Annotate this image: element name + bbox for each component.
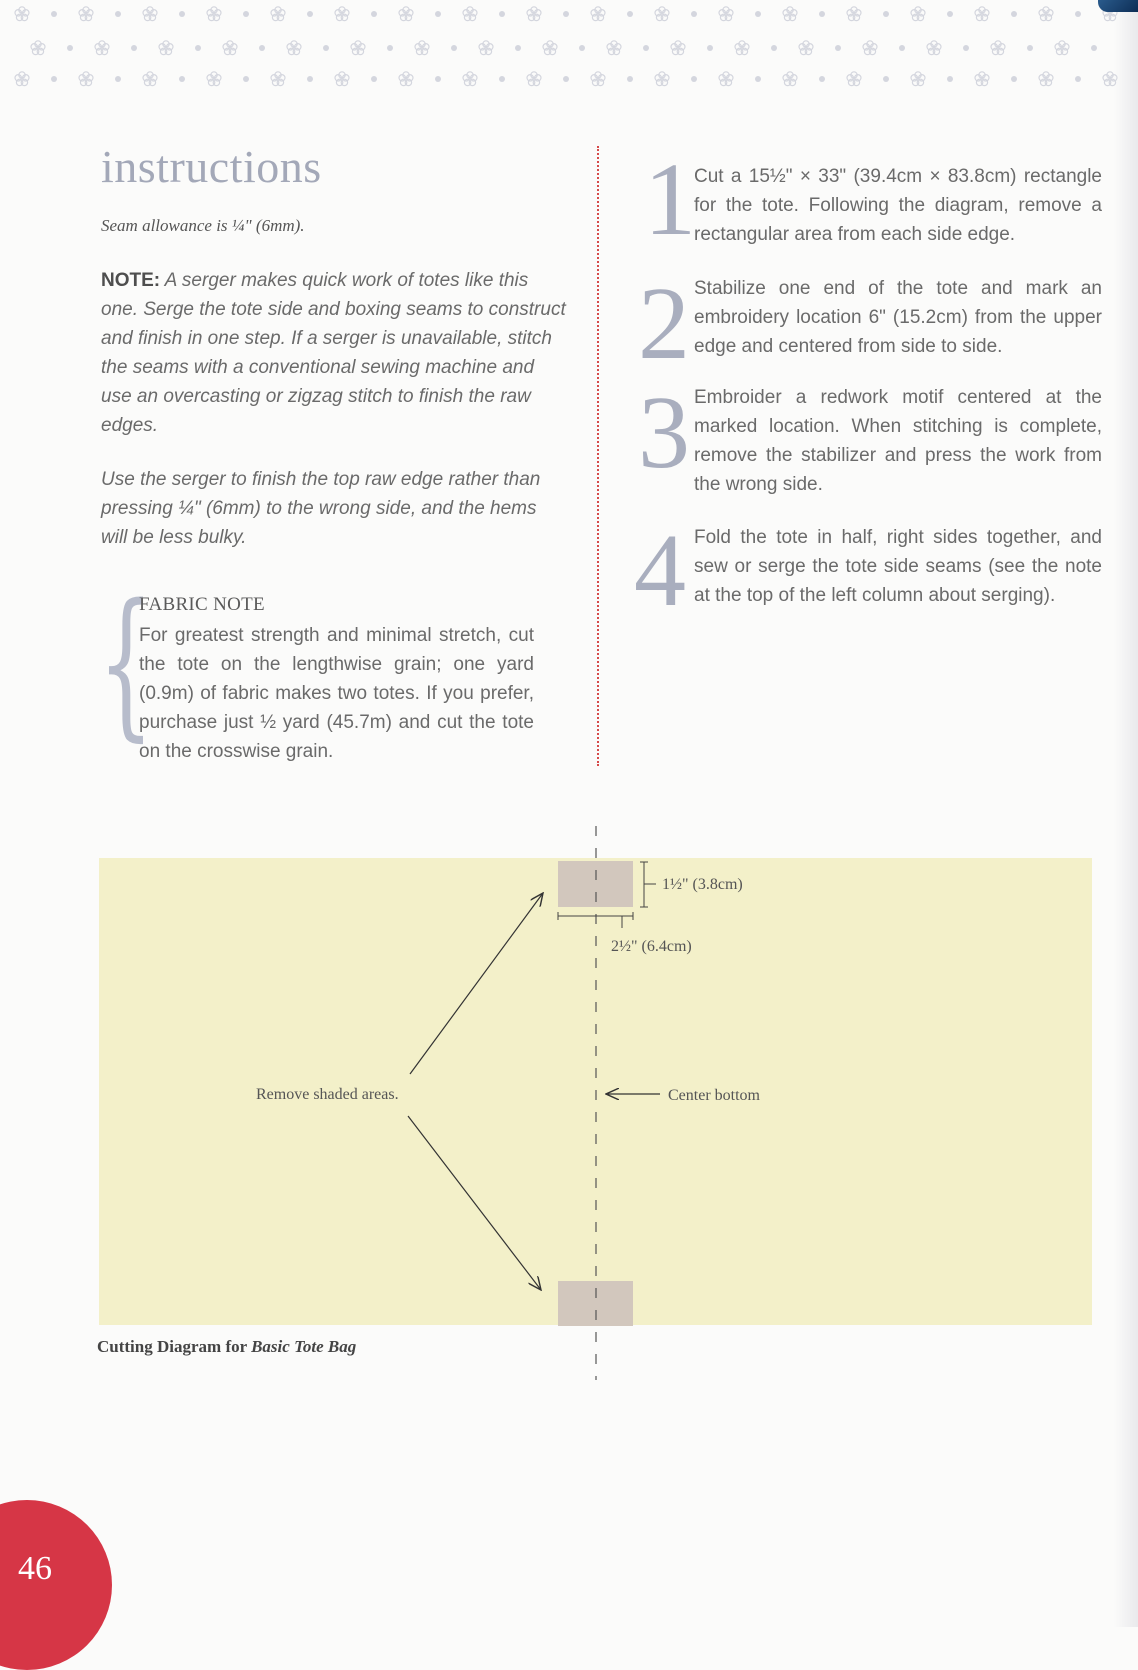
column-divider	[597, 146, 599, 766]
page-title: instructions	[101, 141, 322, 192]
page-edge-shadow	[1114, 0, 1138, 1627]
width-label: 2½" (6.4cm)	[611, 938, 692, 955]
note-label: NOTE:	[101, 270, 161, 291]
fabric-note-title: FABRIC NOTE	[139, 594, 265, 615]
note-text: A serger makes quick work of totes like this one. Serge the tote side and boxing seams to construct and finish in one step. If a serger is unavailable, stitch the seams with a conventional sewing machine and use an overcasting or zigzag stitch to finish the raw edges.	[101, 270, 566, 436]
step-number: 1	[644, 142, 696, 257]
step-text: Embroider a redwork motif centered at the marked location. When stitching is complete, remove the stabilizer and press the work from the wrong side.	[694, 387, 1102, 495]
flower-pattern-header	[0, 0, 1120, 100]
caption-title: Basic Tote Bag	[251, 1337, 357, 1356]
caption-prefix: Cutting Diagram for	[97, 1337, 252, 1356]
brace-icon: {	[98, 569, 154, 756]
height-label: 1½" (3.8cm)	[662, 876, 743, 893]
step-number: 4	[634, 513, 686, 628]
page-number-badge	[0, 1500, 112, 1670]
serger-tip: Use the serger to finish the top raw edge rather than pressing ¼" (6mm) to the wrong side, and the hems will be less bulky.	[101, 469, 541, 548]
center-label: Center bottom	[668, 1087, 760, 1104]
page-corner-tab	[1098, 0, 1138, 12]
cutting-diagram	[0, 820, 1138, 1380]
step-text: Cut a 15½" × 33" (39.4cm × 83.8cm) rectangle for the tote. Following the diagram, remove a rectangular area from each side edge.	[694, 166, 1102, 245]
diagram-caption	[97, 1337, 356, 1357]
step-number: 3	[638, 375, 690, 490]
remove-label: Remove shaded areas.	[256, 1086, 399, 1103]
page-number: 46	[18, 1550, 52, 1587]
fabric-note-text: For greatest strength and minimal stretch, cut the tote on the lengthwise grain; one yard (0.9m) of fabric makes two totes. If you prefer, purchase just ½ yard (45.7m) and cut the tote on the crosswise grain.	[139, 625, 534, 762]
seam-allowance: Seam allowance is ¼" (6mm).	[101, 216, 305, 235]
serger-note	[101, 266, 566, 440]
step-text: Stabilize one end of the tote and mark an embroidery location 6" (15.2cm) from the upper edge and centered from side to side.	[694, 278, 1102, 357]
step-number: 2	[638, 266, 690, 381]
step-text: Fold the tote in half, right sides together, and sew or serge the tote side seams (see the note at the top of the left column about serging).	[694, 527, 1102, 606]
